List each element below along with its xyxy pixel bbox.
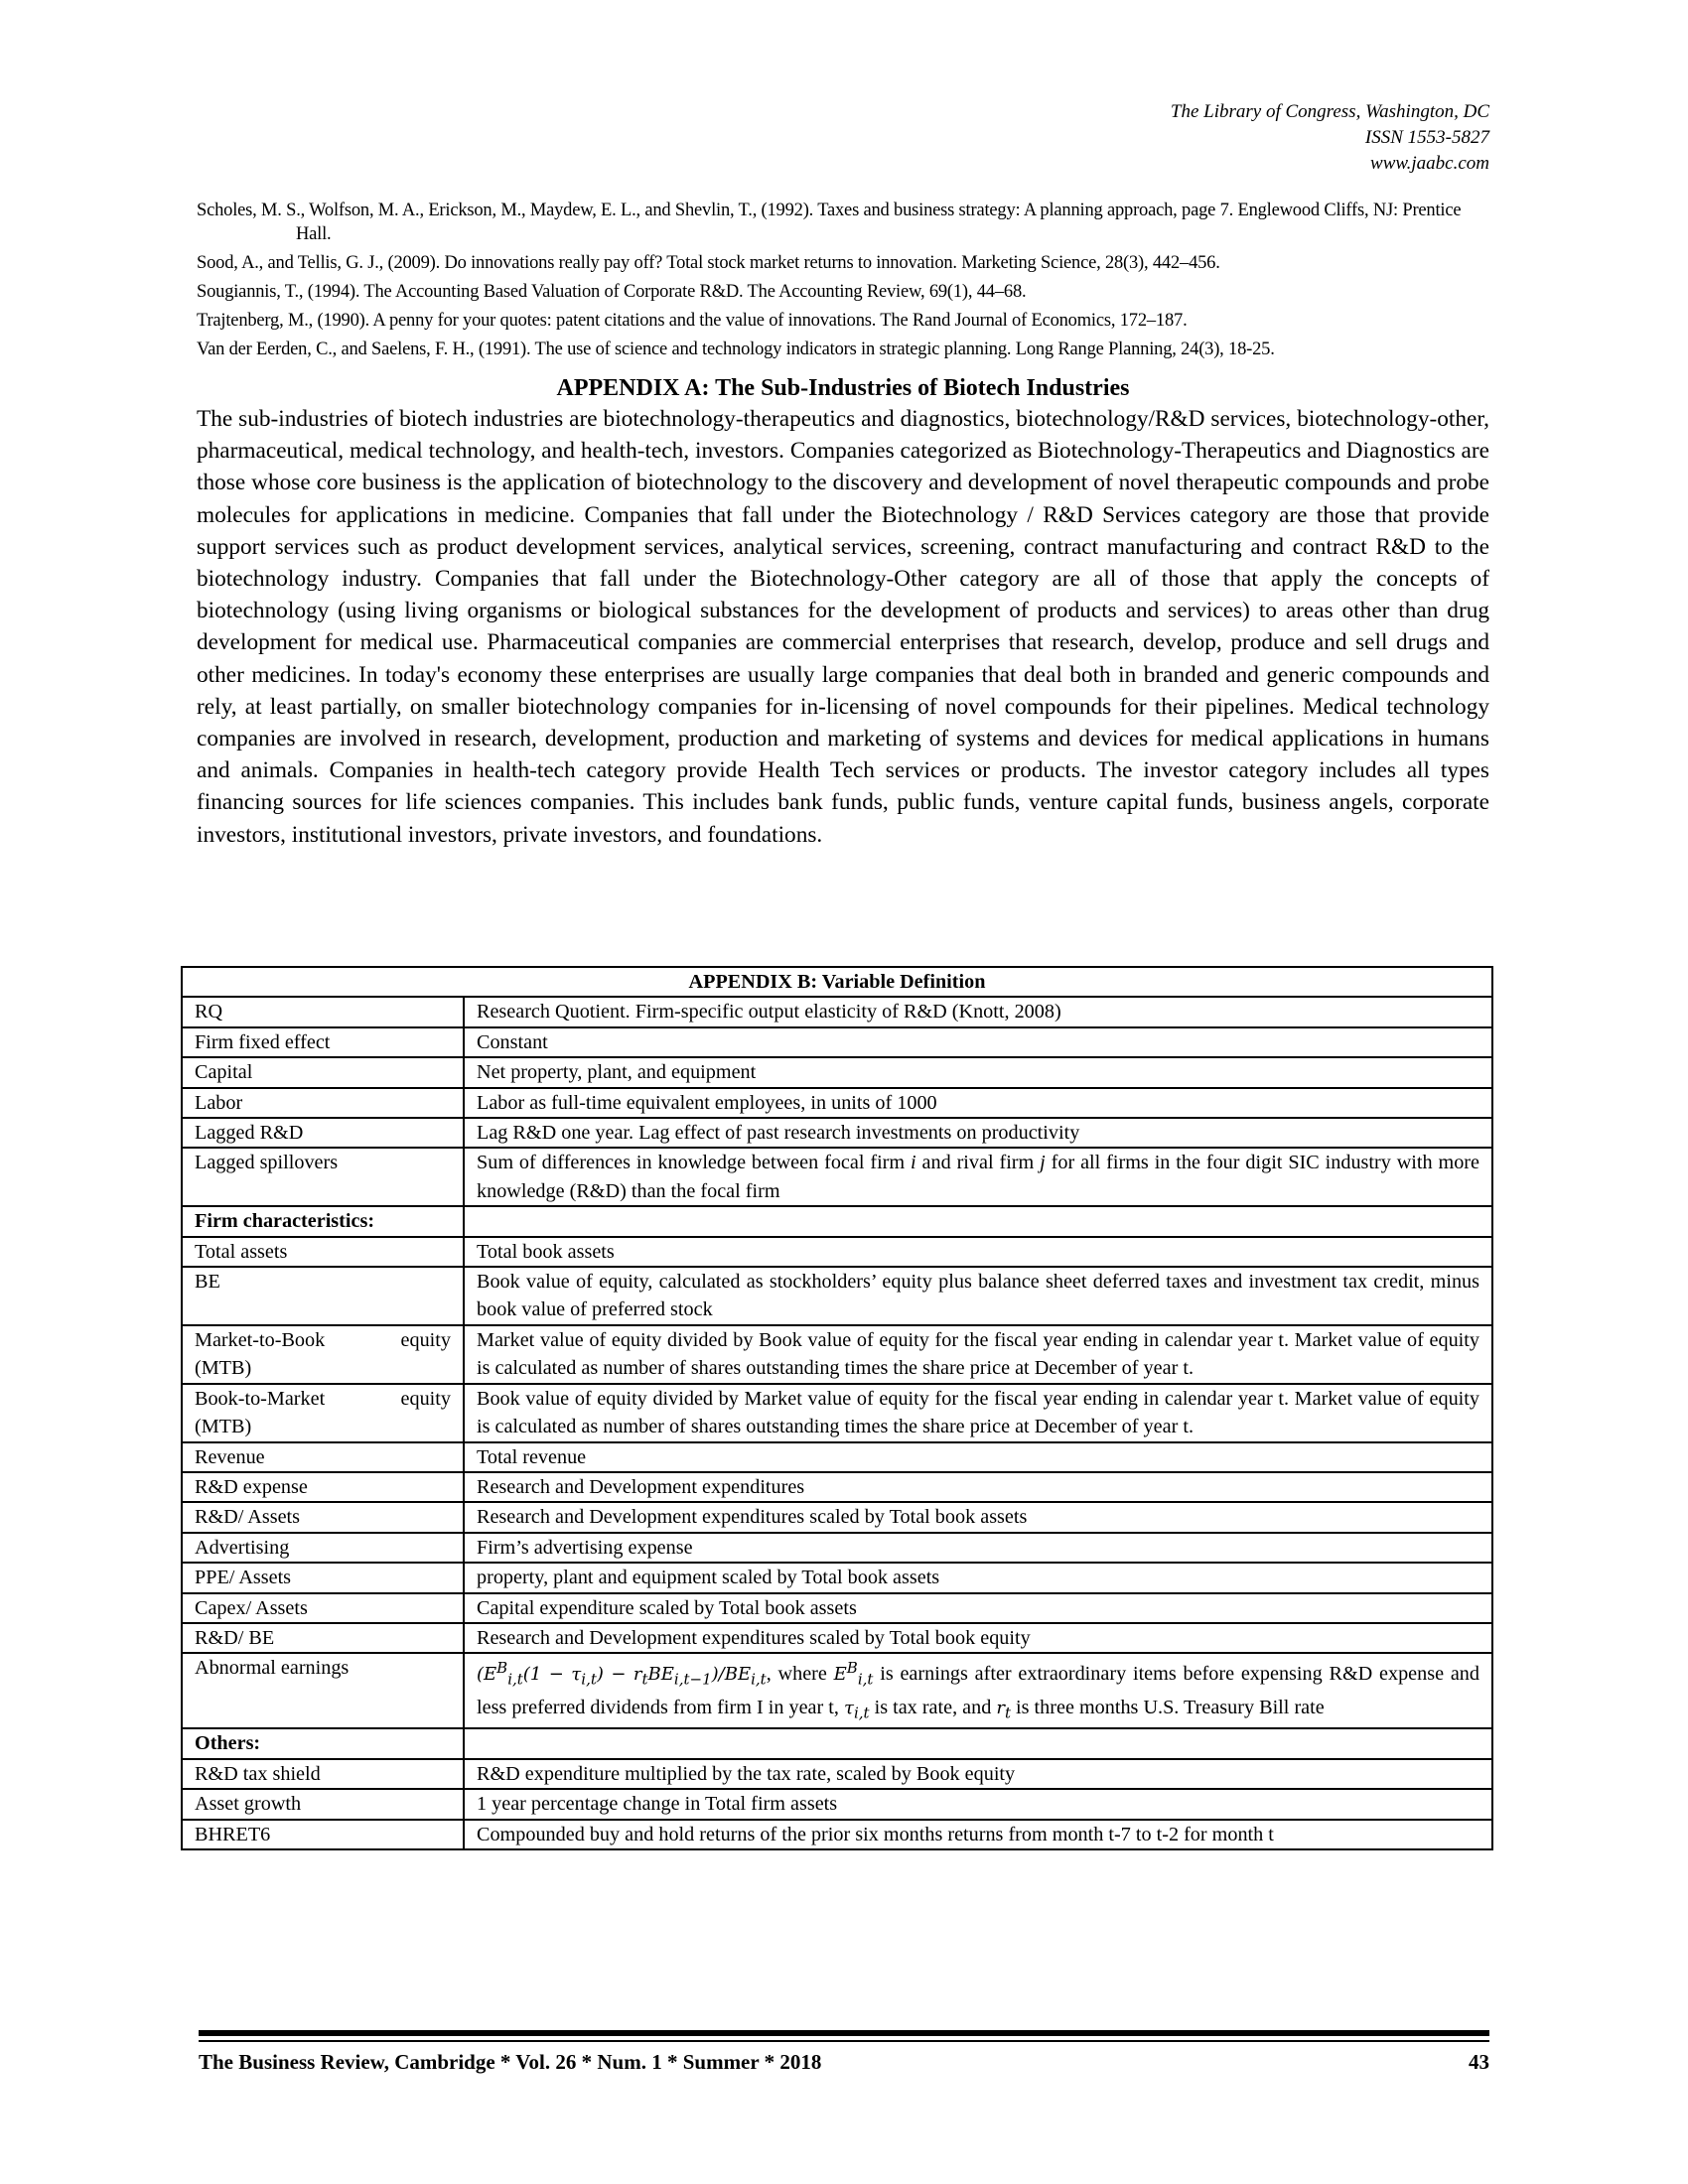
table-row	[182, 1820, 1492, 1849]
masthead-line-website: www.jaabc.com	[1370, 153, 1489, 174]
variable-definition: Total book assets	[464, 1237, 1492, 1267]
journal-masthead	[1171, 99, 1489, 177]
table-row	[182, 1118, 1492, 1148]
definition-text: is earnings after extraordinary items before expensing R&D expense and less preferred dividends from firm I in year t,	[477, 1663, 1479, 1719]
variable-name-line	[195, 1385, 451, 1413]
table-row	[182, 1148, 1492, 1206]
tbill-rate-symbol	[996, 1698, 1011, 1722]
variable-name: Asset growth	[182, 1789, 464, 1819]
variable-name: BHRET6	[182, 1820, 464, 1849]
masthead-line-library: The Library of Congress, Washington, DC	[1170, 101, 1489, 122]
definition-text: and rival firm	[915, 1152, 1041, 1174]
variable-definition: Book value of equity divided by Market value of equity for the fiscal year ending in calendar year t. Market value of equity is calculated as number of shares outstanding times the share price at December of year t.	[464, 1384, 1492, 1442]
variable-name: Capital	[182, 1057, 464, 1087]
symbol-letter: τ	[843, 1698, 854, 1719]
variable-name-part: Book-to-Market	[195, 1387, 326, 1410]
variable-definition: Book value of equity, calculated as stockholders’ equity plus balance sheet deferred taxes and investment tax credit, minus book value of preferred stock	[464, 1267, 1492, 1325]
table-row	[182, 1563, 1492, 1592]
definition-text: is tax rate, and	[869, 1697, 997, 1719]
variable-name: Lagged R&D	[182, 1118, 464, 1148]
footer-rule	[199, 2030, 1489, 2036]
definition-text: for all firms in the four digit SIC industry with more knowledge (R&D) than the focal firm	[477, 1152, 1479, 1202]
firm-index-i: i	[911, 1152, 916, 1174]
table-row	[182, 1237, 1492, 1267]
reference-item: Scholes, M. S., Wolfson, M. A., Erickson, M., Maydew, E. L., and Shevlin, T., (1992). Taxes and business strategy: A planning approach, page 7. Englewood Cliffs, NJ: Prentice Hall.	[197, 201, 1462, 244]
variable-name-part: equity	[400, 1328, 451, 1351]
formula-subscript: i,t	[507, 1670, 523, 1689]
appendix-a-body: The sub-industries of biotech industries are biotechnology-therapeutics and diagnostics, biotechnology/R&D services, biotechnology-other, pharmaceutical, medical technology, and health-tech, investors. Companies categorized as Biotechnology-Therapeutics and Diagnostics are those whose core business is the application of biotechnology to the discovery and development of novel therapeutic compounds and probe molecules for applications in medicine. Companies that fall under the Biotechnology / R&D Services category are those that provide support services such as product development services, analytical services, screening, contract manufacturing and contract R&D to the biotechnology industry. Companies that fall under the Biotechnology-Other category are all of those that apply the concepts of biotechnology (using living organisms or biological substances for the development of products and services) to areas other than drug development for medical use. Pharmaceutical companies are commercial enterprises that research, develop, produce and sell drugs and other medicines. In today's economy these enterprises are usually large companies that deal both in branded and generic compounds and rely, at least partially, on smaller biotechnology companies for in-licensing of novel compounds for their pipelines. Medical technology companies are involved in research, development, production and marketing of systems and devices for medical applications in humans and animals. Companies in health-tech category provide Health Tech services or products. The investor category includes all types financing sources for life sciences companies. This includes bank funds, public funds, venture capital funds, business angels, corporate investors, institutional investors, private investors, and foundations.	[197, 406, 1489, 848]
table-row	[182, 1088, 1492, 1118]
abnormal-earnings-formula	[477, 1659, 767, 1689]
section-label: Firm characteristics:	[182, 1206, 464, 1236]
table-row	[182, 1057, 1492, 1087]
table-row	[182, 1759, 1492, 1789]
variable-name-part: equity	[400, 1387, 451, 1410]
reference-list	[197, 199, 1489, 366]
definition-text: is three months U.S. Treasury Bill rate	[1011, 1697, 1325, 1719]
table-row	[182, 1384, 1492, 1442]
table-row	[182, 1442, 1492, 1472]
variable-name	[182, 1325, 464, 1384]
table-section-row	[182, 1206, 1492, 1236]
tax-rate-symbol	[843, 1698, 870, 1722]
symbol-letter: r	[996, 1698, 1005, 1719]
variable-name: Revenue	[182, 1442, 464, 1472]
variable-definition	[464, 1148, 1492, 1206]
symbol-subscript: i,t	[857, 1670, 874, 1689]
formula-subscript: i,t	[751, 1670, 767, 1689]
variable-name: Total assets	[182, 1237, 464, 1267]
empty-cell	[464, 1206, 1492, 1236]
variable-definition: Total revenue	[464, 1442, 1492, 1472]
table-row	[182, 1502, 1492, 1532]
appendix-b-title: APPENDIX B: Variable Definition	[182, 967, 1492, 997]
variable-name-line	[195, 1326, 451, 1354]
variable-name: RQ	[182, 997, 464, 1026]
reference-item: Sougiannis, T., (1994). The Accounting Based Valuation of Corporate R&D. The Accounting Review, 69(1), 44–68.	[197, 282, 1027, 302]
variable-name-line: (MTB)	[195, 1416, 252, 1438]
definition-text: Sum of differences in knowledge between focal firm	[477, 1152, 912, 1174]
reference-item: Sood, A., and Tellis, G. J., (2009). Do innovations really pay off? Total stock market returns to innovation. Marketing Science, 28(3), 442–456.	[197, 253, 1220, 273]
table-row	[182, 1027, 1492, 1057]
table-row	[182, 1623, 1492, 1653]
footer-journal: The Business Review, Cambridge * Vol. 26 * Num. 1 * Summer * 2018	[199, 2050, 822, 2074]
variable-name: Capex/ Assets	[182, 1593, 464, 1623]
formula-superscript: B	[496, 1659, 508, 1678]
table-row	[182, 1472, 1492, 1502]
variable-name-part: Market-to-Book	[195, 1328, 326, 1351]
page-footer	[199, 2047, 1489, 2077]
appendix-a-title: APPENDIX A: The Sub-Industries of Biotech Industries	[556, 375, 1130, 401]
table-row	[182, 1593, 1492, 1623]
variable-definition: Research and Development expenditures scaled by Total book assets	[464, 1502, 1492, 1532]
symbol-superscript: B	[846, 1659, 858, 1678]
variable-definition: Capital expenditure scaled by Total book assets	[464, 1593, 1492, 1623]
variable-definition: Market value of equity divided by Book value of equity for the fiscal year ending in calendar year t. Market value of equity is calculated as number of shares outstanding times the share price at December of year t.	[464, 1325, 1492, 1384]
definition-text: , where	[766, 1663, 834, 1686]
variable-definition: Research and Development expenditures	[464, 1472, 1492, 1502]
variable-definition: Net property, plant, and equipment	[464, 1057, 1492, 1087]
variable-definition: Research Quotient. Firm-specific output elasticity of R&D (Knott, 2008)	[464, 997, 1492, 1026]
table-row	[182, 1267, 1492, 1325]
table-row	[182, 1325, 1492, 1384]
earnings-symbol	[833, 1659, 874, 1689]
variable-definition: R&D expenditure multiplied by the tax rate, scaled by Book equity	[464, 1759, 1492, 1789]
formula-part: (1 − τ	[522, 1664, 582, 1686]
symbol-subscript: t	[1004, 1704, 1011, 1722]
formula-subscript: t	[641, 1670, 648, 1689]
variable-name: PPE/ Assets	[182, 1563, 464, 1592]
symbol-letter: E	[833, 1664, 847, 1686]
variable-name: Abnormal earnings	[182, 1653, 464, 1728]
variable-definition: Constant	[464, 1027, 1492, 1057]
variable-definition: Research and Development expenditures scaled by Total book equity	[464, 1623, 1492, 1653]
variable-definition: Compounded buy and hold returns of the prior six months returns from month t-7 to t-2 for month t	[464, 1820, 1492, 1849]
variable-definition-table	[181, 966, 1493, 1850]
variable-definition: property, plant and equipment scaled by Total book assets	[464, 1563, 1492, 1592]
reference-item: Van der Eerden, C., and Saelens, F. H., (1991). The use of science and technology indicators in strategic planning. Long Range Planning, 24(3), 18-25.	[197, 340, 1275, 359]
table-caption-row	[182, 967, 1492, 997]
formula-subscript: i,t	[581, 1670, 597, 1689]
variable-definition: 1 year percentage change in Total firm assets	[464, 1789, 1492, 1819]
variable-name: Lagged spillovers	[182, 1148, 464, 1206]
footer-rule	[199, 2040, 1489, 2042]
variable-definition: Firm’s advertising expense	[464, 1533, 1492, 1563]
table-row	[182, 1653, 1492, 1728]
variable-name	[182, 1384, 464, 1442]
variable-name: R&D tax shield	[182, 1759, 464, 1789]
page-number: 43	[1469, 2050, 1489, 2074]
symbol-subscript: i,t	[853, 1704, 870, 1722]
variable-name: R&D/ Assets	[182, 1502, 464, 1532]
table-row	[182, 1533, 1492, 1563]
formula-part: (E	[477, 1664, 497, 1686]
variable-name-line: (MTB)	[195, 1357, 252, 1380]
empty-cell	[464, 1728, 1492, 1758]
table-row	[182, 997, 1492, 1026]
reference-item: Trajtenberg, M., (1990). A penny for your quotes: patent citations and the value of innovations. The Rand Journal of Economics, 172–187.	[197, 311, 1188, 331]
formula-subscript: i,t−1	[673, 1670, 712, 1689]
formula-part: BE	[647, 1664, 674, 1686]
section-label: Others:	[182, 1728, 464, 1758]
variable-definition: Lag R&D one year. Lag effect of past research investments on productivity	[464, 1118, 1492, 1148]
variable-name: Labor	[182, 1088, 464, 1118]
variable-name: Firm fixed effect	[182, 1027, 464, 1057]
variable-name: R&D expense	[182, 1472, 464, 1502]
formula-part: ) − r	[596, 1664, 642, 1686]
variable-definition	[464, 1653, 1492, 1728]
table-row	[182, 1789, 1492, 1819]
variable-name: R&D/ BE	[182, 1623, 464, 1653]
firm-index-j: j	[1040, 1152, 1046, 1174]
masthead-line-issn: ISSN 1553-5827	[1364, 127, 1489, 148]
variable-name: Advertising	[182, 1533, 464, 1563]
formula-part: )/BE	[711, 1664, 752, 1686]
table-section-row	[182, 1728, 1492, 1758]
variable-name: BE	[182, 1267, 464, 1325]
variable-definition: Labor as full-time equivalent employees, in units of 1000	[464, 1088, 1492, 1118]
